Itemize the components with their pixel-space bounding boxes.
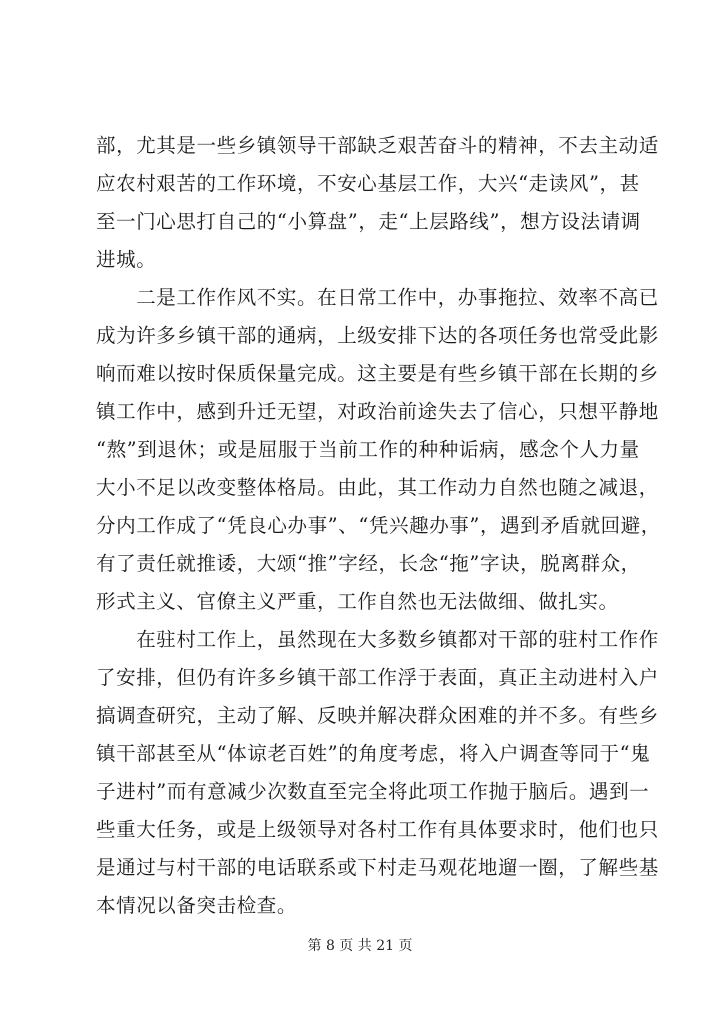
text-line: 进城。 [96,248,157,271]
text-line: 本情况以备突击检查。 [96,894,298,917]
text-line: 成为许多乡镇干部的通病，上级安排下达的各项任务也常受此影 [96,324,659,347]
page-number: 第 8 页 共 21 页 [307,938,413,954]
text-line: 搞调查研究，主动了解、反映并解决群众困难的并不多。有些乡 [96,704,659,727]
text-line: 部，尤其是一些乡镇领导干部缺乏艰苦奋斗的精神，不去主动适 [96,134,659,157]
text-line: 大小不足以改变整体格局。由此，其工作动力自然也随之减退， [96,476,659,499]
text-line: 是通过与村干部的电话联系或下村走马观花地遛一圈，了解些基 [96,856,659,879]
text-line: 了安排，但仍有许多乡镇干部工作浮于表面，真正主动进村入户 [96,666,659,689]
text-line: “熬”到退休；或是屈服于当前工作的种种诟病，感念个人力量 [96,438,640,461]
text-line: 子进村”而有意减少次数直至完全将此项工作抛于脑后。遇到一 [96,780,650,803]
text-line: 有了责任就推诿，大颂“推”字经，长念“拖”字诀，脱离群众， [96,552,641,575]
text-line: 至一门心思打自己的“小算盘”，走“上层路线”，想方设法请调 [96,210,641,233]
text-line: 形式主义、官僚主义严重，工作自然也无法做细、做扎实。 [96,590,619,613]
text-line: 些重大任务，或是上级领导对各村工作有具体要求时，他们也只 [96,818,659,841]
text-line: 在驻村工作上，虽然现在大多数乡镇都对干部的驻村工作作 [96,628,659,651]
text-line: 应农村艰苦的工作环境，不安心基层工作，大兴“走读风”，甚 [96,172,640,195]
text-line: 镇工作中，感到升迁无望，对政治前途失去了信心，只想平静地 [96,400,659,423]
text-line: 二是工作作风不实。在日常工作中，办事拖拉、效率不高已 [96,286,659,309]
text-line: 镇干部甚至从“体谅老百姓”的角度考虑，将入户调查等同于“鬼 [96,742,651,765]
text-line: 分内工作成了“凭良心办事”、“凭兴趣办事”，遇到矛盾就回避， [96,514,661,537]
text-line: 响而难以按时保质保量完成。这主要是有些乡镇干部在长期的乡 [96,362,659,385]
